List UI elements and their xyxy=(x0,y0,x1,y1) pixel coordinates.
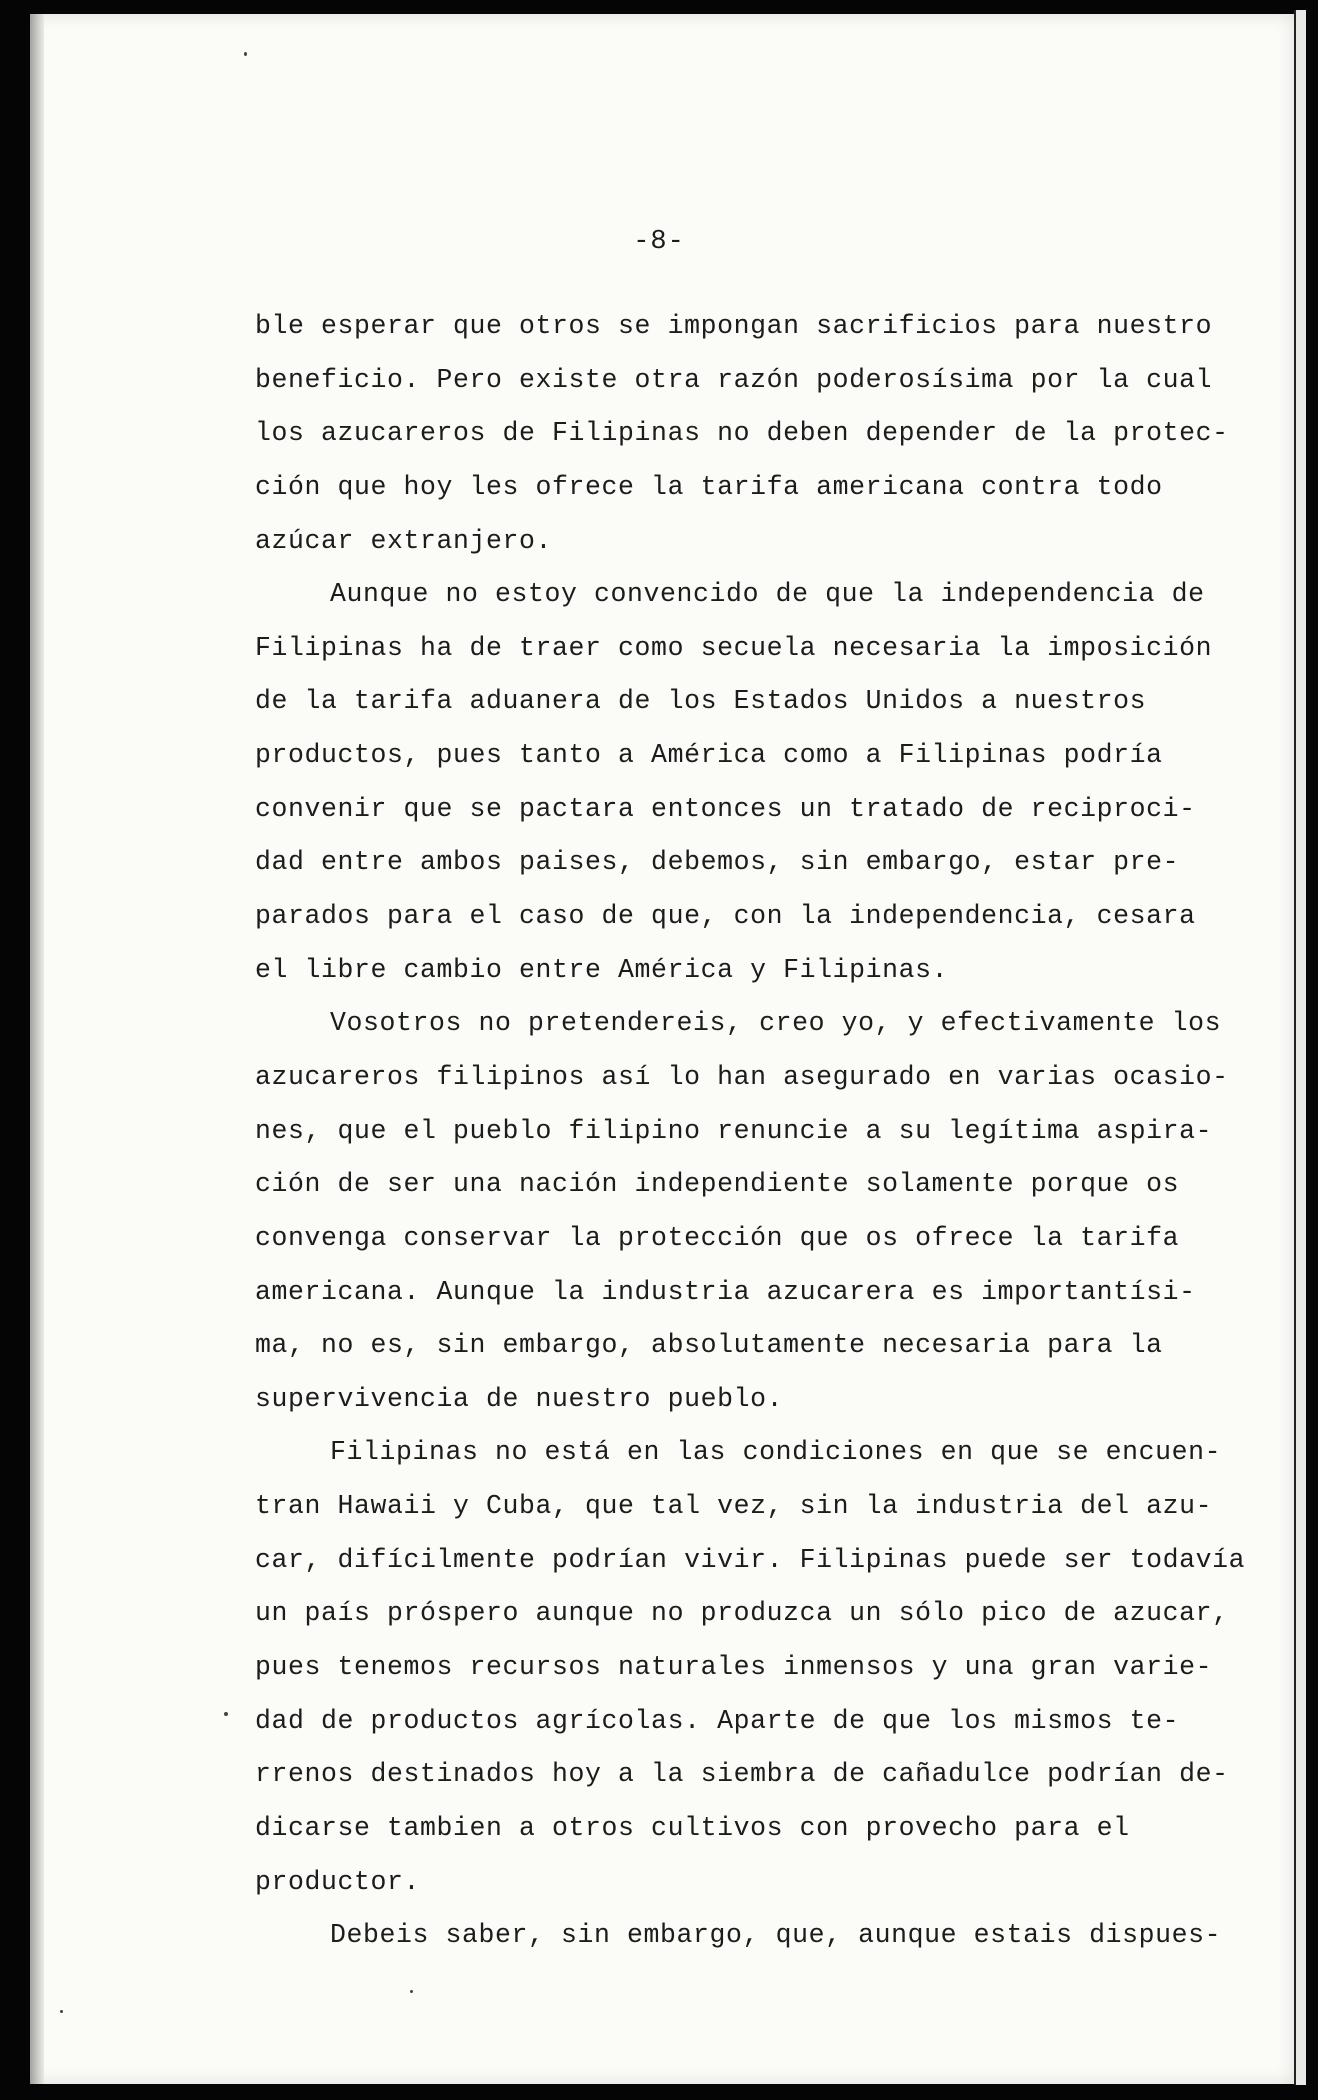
paragraph-start-line: Aunque no estoy convencido de que la independencia de xyxy=(330,579,1205,610)
paragraph-start-line: Debeis saber, sin embargo, que, aunque estais dispues- xyxy=(330,1920,1222,1951)
text-line: convenir que se pactara entonces un tratado de reciproci- xyxy=(255,793,1196,824)
text-line: parados para el caso de que, con la independencia, cesara xyxy=(255,901,1196,932)
text-line: nes, que el pueblo filipino renuncie a su legítima aspira- xyxy=(255,1115,1213,1146)
text-line: productos, pues tanto a América como a Filipinas podría xyxy=(255,740,1163,771)
text-line: de la tarifa aduanera de los Estados Unidos a nuestros xyxy=(255,686,1147,717)
page-left-shadow xyxy=(30,14,44,2084)
text-line: ble esperar que otros se impongan sacrificios para nuestro xyxy=(255,311,1213,341)
scan-speck xyxy=(60,2010,63,2013)
text-line: productor. xyxy=(255,1866,421,1897)
text-line: Filipinas ha de traer como secuela necesaria la imposición xyxy=(255,632,1213,663)
text-line: dad de productos agrícolas. Aparte de que los mismos te- xyxy=(255,1705,1180,1736)
scan-speck xyxy=(224,1712,228,1716)
text-line: americana. Aunque la industria azucarera es importantísi- xyxy=(255,1276,1196,1307)
text-line: convenga conservar la protección que os ofrece la tarifa xyxy=(255,1222,1180,1253)
text-line: dicarse tambien a otros cultivos con provecho para el xyxy=(255,1812,1130,1843)
scan-speck xyxy=(244,52,247,56)
paragraph-start-line: Filipinas no está en las condiciones en que se encuen- xyxy=(330,1437,1222,1468)
text-line: supervivencia de nuestro pueblo. xyxy=(255,1383,784,1414)
text-line: los azucareros de Filipinas no deben depender de la protec- xyxy=(255,418,1229,449)
text-line: pues tenemos recursos naturales inmensos y una gran varie- xyxy=(255,1652,1213,1683)
text-line: beneficio. Pero existe otra razón poderosísima por la cual xyxy=(255,364,1213,395)
text-line: rrenos destinados hoy a la siembra de cañadulce podrían de- xyxy=(255,1759,1229,1790)
page-number: -8- xyxy=(633,227,685,257)
page-right-edge xyxy=(1294,10,1306,2085)
text-line: dad entre ambos paises, debemos, sin embargo, estar pre- xyxy=(255,847,1180,878)
paragraph-start-line: Vosotros no pretendereis, creo yo, y efectivamente los xyxy=(330,1008,1222,1039)
text-line: un país próspero aunque no produzca un sólo pico de azucar, xyxy=(255,1598,1229,1629)
body-text xyxy=(255,300,1246,1963)
text-line: el libre cambio entre América y Filipinas. xyxy=(255,954,949,985)
text-line: ción que hoy les ofrece la tarifa americana contra todo xyxy=(255,471,1163,502)
text-line: ción de ser una nación independiente solamente porque os xyxy=(255,1169,1180,1200)
text-line: car, difícilmente podrían vivir. Filipinas puede ser todavía xyxy=(255,1544,1246,1575)
text-line: azúcar extranjero. xyxy=(255,525,553,556)
scan-speck xyxy=(410,1990,413,1993)
text-line: tran Hawaii y Cuba, que tal vez, sin la industria del azu- xyxy=(255,1491,1213,1522)
text-line: azucareros filipinos así lo han asegurado en varias ocasio- xyxy=(255,1061,1229,1092)
text-line: ma, no es, sin embargo, absolutamente necesaria para la xyxy=(255,1330,1163,1361)
